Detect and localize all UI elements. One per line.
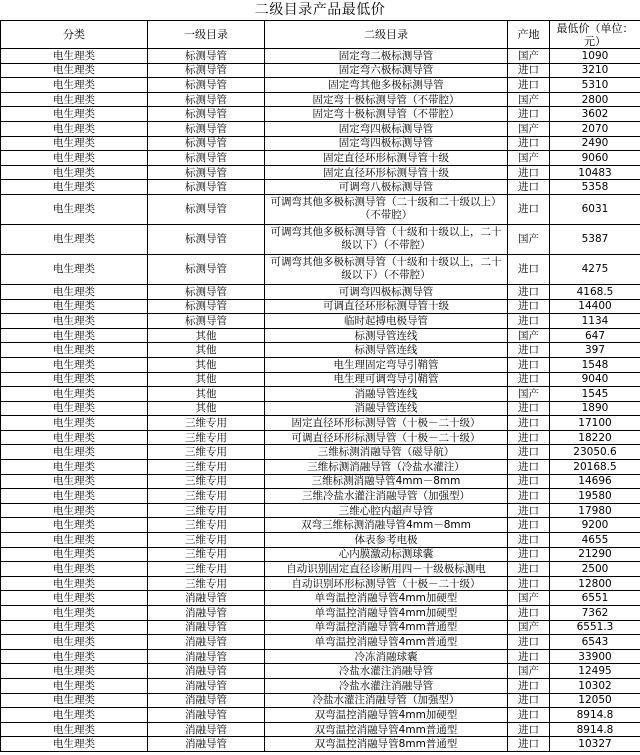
price-cell: 6551 — [550, 591, 640, 606]
origin-cell: 国产 — [508, 151, 550, 166]
level1-cell: 标测导管 — [148, 92, 265, 107]
level1-cell: 标测导管 — [148, 284, 265, 299]
category-cell: 电生理类 — [1, 180, 148, 195]
level1-cell: 其他 — [148, 328, 265, 343]
header-level2: 二级目录 — [265, 21, 508, 49]
table-row — [1, 416, 640, 431]
origin-cell: 进口 — [508, 254, 550, 284]
table-row — [1, 121, 640, 136]
page-title: 二级目录产品最低价 — [254, 2, 386, 18]
price-cell: 10327 — [550, 737, 640, 752]
price-cell: 9060 — [550, 151, 640, 166]
origin-cell: 进口 — [508, 63, 550, 78]
level1-cell: 消融导管 — [148, 620, 265, 635]
header-row — [1, 21, 640, 49]
level1-cell: 三维专用 — [148, 489, 265, 504]
level2-cell: 双弯温控消融导管8mm普通型 — [265, 737, 508, 752]
level1-cell: 标测导管 — [148, 180, 265, 195]
category-cell: 电生理类 — [1, 284, 148, 299]
level1-cell: 消融导管 — [148, 722, 265, 737]
table-row — [1, 401, 640, 416]
table-row — [1, 649, 640, 664]
header-price: 最低价（单位：元） — [550, 21, 640, 49]
price-cell: 14400 — [550, 299, 640, 314]
table-row — [1, 708, 640, 723]
price-cell: 1134 — [550, 314, 640, 329]
price-cell: 5358 — [550, 180, 640, 195]
level1-cell: 标测导管 — [148, 78, 265, 93]
category-cell: 电生理类 — [1, 722, 148, 737]
price-cell: 5387 — [550, 224, 640, 254]
level1-cell: 三维专用 — [148, 547, 265, 562]
table-row — [1, 254, 640, 284]
price-cell: 9040 — [550, 372, 640, 387]
table-row — [1, 576, 640, 591]
origin-cell: 进口 — [508, 635, 550, 650]
level1-cell: 标测导管 — [148, 165, 265, 180]
origin-cell: 进口 — [508, 78, 550, 93]
level2-cell: 三维标测消融导管（冷盐水灌注） — [265, 460, 508, 475]
table-row — [1, 194, 640, 224]
table-row — [1, 445, 640, 460]
level1-cell: 消融导管 — [148, 664, 265, 679]
category-cell: 电生理类 — [1, 503, 148, 518]
level1-cell: 三维专用 — [148, 474, 265, 489]
category-cell: 电生理类 — [1, 562, 148, 577]
level2-cell: 单弯温控消融导管4mm普通型 — [265, 620, 508, 635]
origin-cell: 进口 — [508, 722, 550, 737]
table-row — [1, 518, 640, 533]
category-cell: 电生理类 — [1, 92, 148, 107]
origin-cell: 进口 — [508, 416, 550, 431]
table-row — [1, 92, 640, 107]
table-row — [1, 606, 640, 621]
level2-cell: 标测导管连线 — [265, 328, 508, 343]
price-cell: 2800 — [550, 92, 640, 107]
level2-cell: 固定直径环形标测导管（十极－二十级） — [265, 416, 508, 431]
category-cell: 电生理类 — [1, 649, 148, 664]
category-cell: 电生理类 — [1, 224, 148, 254]
level1-cell: 三维专用 — [148, 518, 265, 533]
category-cell: 电生理类 — [1, 121, 148, 136]
price-cell: 3210 — [550, 63, 640, 78]
category-cell: 电生理类 — [1, 194, 148, 224]
origin-cell: 进口 — [508, 693, 550, 708]
origin-cell: 国产 — [508, 620, 550, 635]
price-cell: 2070 — [550, 121, 640, 136]
origin-cell: 国产 — [508, 591, 550, 606]
price-cell: 1548 — [550, 357, 640, 372]
level1-cell: 三维专用 — [148, 503, 265, 518]
header-category: 分类 — [1, 21, 148, 49]
table-row — [1, 63, 640, 78]
price-cell: 5310 — [550, 78, 640, 93]
level2-cell: 固定弯四极标测导管 — [265, 121, 508, 136]
origin-cell: 进口 — [508, 343, 550, 358]
origin-cell: 进口 — [508, 357, 550, 372]
level1-cell: 其他 — [148, 357, 265, 372]
price-cell: 647 — [550, 328, 640, 343]
level2-cell: 单弯温控消融导管4mm加硬型 — [265, 591, 508, 606]
origin-cell: 国产 — [508, 121, 550, 136]
level2-cell: 固定弯四极标测导管 — [265, 136, 508, 151]
price-cell: 20168.5 — [550, 460, 640, 475]
price-cell: 1090 — [550, 49, 640, 64]
level2-cell: 固定弯十极标测导管（不带腔） — [265, 107, 508, 122]
price-cell: 12050 — [550, 693, 640, 708]
level2-cell: 可调弯其他多极标测导管（十级和十级以上，二十级以下）（不带腔） — [265, 224, 508, 254]
level2-cell: 固定弯其他多极标测导管 — [265, 78, 508, 93]
header-level1: 一级目录 — [148, 21, 265, 49]
level1-cell: 消融导管 — [148, 678, 265, 693]
table-row — [1, 503, 640, 518]
origin-cell: 进口 — [508, 678, 550, 693]
table-row — [1, 284, 640, 299]
category-cell: 电生理类 — [1, 635, 148, 650]
level2-cell: 自动识别固定直径诊断用四－十级极标测电 — [265, 562, 508, 577]
price-cell: 8914.8 — [550, 722, 640, 737]
level1-cell: 标测导管 — [148, 136, 265, 151]
price-cell: 1545 — [550, 387, 640, 402]
level2-cell: 可调直径环形标测导管十级 — [265, 299, 508, 314]
level1-cell: 三维专用 — [148, 576, 265, 591]
level1-cell: 其他 — [148, 343, 265, 358]
level2-cell: 可调直径环形标测导管（十极－二十级） — [265, 430, 508, 445]
level2-cell: 三维心腔内超声导管 — [265, 503, 508, 518]
table-row — [1, 343, 640, 358]
category-cell: 电生理类 — [1, 78, 148, 93]
level2-cell: 自动识别环形标测导管（十极－二十级） — [265, 576, 508, 591]
level1-cell: 标测导管 — [148, 107, 265, 122]
origin-cell: 进口 — [508, 430, 550, 445]
category-cell: 电生理类 — [1, 401, 148, 416]
origin-cell: 进口 — [508, 194, 550, 224]
level1-cell: 消融导管 — [148, 606, 265, 621]
table-row — [1, 562, 640, 577]
level2-cell: 固定弯十极标测导管（不带腔） — [265, 92, 508, 107]
level2-cell: 可调弯四极标测导管 — [265, 284, 508, 299]
level2-cell: 三维标测消融导管4mm－8mm — [265, 474, 508, 489]
level1-cell: 消融导管 — [148, 591, 265, 606]
table-row — [1, 387, 640, 402]
table-row — [1, 49, 640, 64]
price-cell: 18220 — [550, 430, 640, 445]
category-cell: 电生理类 — [1, 328, 148, 343]
table-row — [1, 693, 640, 708]
level2-cell: 固定直径环形标测导管十级 — [265, 165, 508, 180]
level2-cell: 三维冷盐水灌注消融导管（加强型） — [265, 489, 508, 504]
level1-cell: 三维专用 — [148, 416, 265, 431]
table-row — [1, 664, 640, 679]
header-origin: 产地 — [508, 21, 550, 49]
level2-cell: 可调弯八极标测导管 — [265, 180, 508, 195]
price-cell: 1890 — [550, 401, 640, 416]
origin-cell: 进口 — [508, 107, 550, 122]
origin-cell: 进口 — [508, 314, 550, 329]
level1-cell: 其他 — [148, 387, 265, 402]
level2-cell: 单弯温控消融导管4mm普通型 — [265, 635, 508, 650]
price-cell: 14696 — [550, 474, 640, 489]
table-row — [1, 620, 640, 635]
level1-cell: 消融导管 — [148, 693, 265, 708]
origin-cell: 国产 — [508, 224, 550, 254]
level2-cell: 双弯温控消融导管4mm加硬型 — [265, 708, 508, 723]
origin-cell: 进口 — [508, 165, 550, 180]
category-cell: 电生理类 — [1, 254, 148, 284]
price-cell: 12800 — [550, 576, 640, 591]
category-cell: 电生理类 — [1, 165, 148, 180]
origin-cell: 进口 — [508, 136, 550, 151]
origin-cell: 进口 — [508, 445, 550, 460]
table-row — [1, 635, 640, 650]
category-cell: 电生理类 — [1, 445, 148, 460]
level1-cell: 标测导管 — [148, 299, 265, 314]
category-cell: 电生理类 — [1, 49, 148, 64]
table-row — [1, 224, 640, 254]
table-row — [1, 547, 640, 562]
level2-cell: 固定弯二极标测导管 — [265, 49, 508, 64]
category-cell: 电生理类 — [1, 576, 148, 591]
level1-cell: 标测导管 — [148, 151, 265, 166]
origin-cell: 进口 — [508, 576, 550, 591]
category-cell: 电生理类 — [1, 460, 148, 475]
level2-cell: 冷盐水灌注消融导管 — [265, 664, 508, 679]
level1-cell: 标测导管 — [148, 224, 265, 254]
level2-cell: 双弯三维标测消融导管4mm－8mm — [265, 518, 508, 533]
category-cell: 电生理类 — [1, 474, 148, 489]
level2-cell: 单弯温控消融导管4mm加硬型 — [265, 606, 508, 621]
origin-cell: 进口 — [508, 533, 550, 548]
level1-cell: 三维专用 — [148, 430, 265, 445]
table-row — [1, 430, 640, 445]
origin-cell: 国产 — [508, 49, 550, 64]
origin-cell: 进口 — [508, 474, 550, 489]
origin-cell: 进口 — [508, 460, 550, 475]
price-cell: 17100 — [550, 416, 640, 431]
price-cell: 8914.8 — [550, 708, 640, 723]
price-cell: 6543 — [550, 635, 640, 650]
level2-cell: 标测导管连线 — [265, 343, 508, 358]
category-cell: 电生理类 — [1, 314, 148, 329]
origin-cell: 进口 — [508, 401, 550, 416]
table-row — [1, 489, 640, 504]
level1-cell: 标测导管 — [148, 49, 265, 64]
table-row — [1, 722, 640, 737]
price-cell: 21290 — [550, 547, 640, 562]
table-body — [1, 49, 640, 752]
level1-cell: 标测导管 — [148, 254, 265, 284]
category-cell: 电生理类 — [1, 357, 148, 372]
table-row — [1, 328, 640, 343]
level2-cell: 三维标测消融导管（磁导航） — [265, 445, 508, 460]
origin-cell: 进口 — [508, 649, 550, 664]
category-cell: 电生理类 — [1, 533, 148, 548]
table-row — [1, 591, 640, 606]
category-cell: 电生理类 — [1, 606, 148, 621]
table-row — [1, 180, 640, 195]
origin-cell: 进口 — [508, 489, 550, 504]
origin-cell: 进口 — [508, 562, 550, 577]
origin-cell: 进口 — [508, 372, 550, 387]
price-cell: 19580 — [550, 489, 640, 504]
category-cell: 电生理类 — [1, 518, 148, 533]
level1-cell: 消融导管 — [148, 708, 265, 723]
level1-cell: 标测导管 — [148, 121, 265, 136]
price-cell: 10302 — [550, 678, 640, 693]
level1-cell: 三维专用 — [148, 445, 265, 460]
category-cell: 电生理类 — [1, 620, 148, 635]
price-cell: 4655 — [550, 533, 640, 548]
origin-cell: 进口 — [508, 299, 550, 314]
level2-cell: 可调弯其他多极标测导管（二十级和二十级以上）（不带腔） — [265, 194, 508, 224]
price-cell: 3602 — [550, 107, 640, 122]
level2-cell: 临时起搏电极导管 — [265, 314, 508, 329]
price-cell: 4168.5 — [550, 284, 640, 299]
category-cell: 电生理类 — [1, 63, 148, 78]
category-cell: 电生理类 — [1, 372, 148, 387]
origin-cell: 进口 — [508, 284, 550, 299]
level2-cell: 消融导管连线 — [265, 401, 508, 416]
level1-cell: 三维专用 — [148, 533, 265, 548]
level1-cell: 三维专用 — [148, 562, 265, 577]
level1-cell: 消融导管 — [148, 737, 265, 752]
category-cell: 电生理类 — [1, 693, 148, 708]
table-row — [1, 533, 640, 548]
price-cell: 397 — [550, 343, 640, 358]
level2-cell: 固定弯六极标测导管 — [265, 63, 508, 78]
level2-cell: 双弯温控消融导管4mm普通型 — [265, 722, 508, 737]
level1-cell: 标测导管 — [148, 63, 265, 78]
level1-cell: 其他 — [148, 372, 265, 387]
origin-cell: 进口 — [508, 518, 550, 533]
price-cell: 33900 — [550, 649, 640, 664]
level2-cell: 冷冻消融球囊 — [265, 649, 508, 664]
level2-cell: 电生理固定弯导引鞘管 — [265, 357, 508, 372]
price-cell: 6031 — [550, 194, 640, 224]
level1-cell: 三维专用 — [148, 460, 265, 475]
table-row — [1, 107, 640, 122]
price-cell: 2500 — [550, 562, 640, 577]
origin-cell: 国产 — [508, 387, 550, 402]
category-cell: 电生理类 — [1, 151, 148, 166]
table-row — [1, 357, 640, 372]
level2-cell: 冷盐水灌注消融导管（加强型） — [265, 693, 508, 708]
category-cell: 电生理类 — [1, 343, 148, 358]
origin-cell: 国产 — [508, 92, 550, 107]
price-cell: 12495 — [550, 664, 640, 679]
origin-cell: 进口 — [508, 503, 550, 518]
origin-cell: 进口 — [508, 180, 550, 195]
origin-cell: 进口 — [508, 708, 550, 723]
level2-cell: 冷盐水灌注消融导管 — [265, 678, 508, 693]
table-row — [1, 299, 640, 314]
table-row — [1, 460, 640, 475]
price-cell: 6551.3 — [550, 620, 640, 635]
table-row — [1, 678, 640, 693]
price-cell: 10483 — [550, 165, 640, 180]
category-cell: 电生理类 — [1, 136, 148, 151]
price-cell: 4275 — [550, 254, 640, 284]
table-row — [1, 737, 640, 752]
category-cell: 电生理类 — [1, 547, 148, 562]
level2-cell: 心内膜激动标测球囊 — [265, 547, 508, 562]
category-cell: 电生理类 — [1, 416, 148, 431]
table-row — [1, 372, 640, 387]
category-cell: 电生理类 — [1, 678, 148, 693]
table-row — [1, 314, 640, 329]
origin-cell: 进口 — [508, 737, 550, 752]
category-cell: 电生理类 — [1, 430, 148, 445]
price-cell: 9200 — [550, 518, 640, 533]
origin-cell: 国产 — [508, 664, 550, 679]
category-cell: 电生理类 — [1, 591, 148, 606]
level1-cell: 标测导管 — [148, 194, 265, 224]
price-table — [0, 20, 640, 752]
level1-cell: 其他 — [148, 401, 265, 416]
table-row — [1, 474, 640, 489]
category-cell: 电生理类 — [1, 107, 148, 122]
origin-cell: 进口 — [508, 547, 550, 562]
level1-cell: 消融导管 — [148, 649, 265, 664]
category-cell: 电生理类 — [1, 737, 148, 752]
level2-cell: 电生理可调弯导引鞘管 — [265, 372, 508, 387]
category-cell: 电生理类 — [1, 489, 148, 504]
origin-cell: 进口 — [508, 606, 550, 621]
category-cell: 电生理类 — [1, 708, 148, 723]
price-cell: 7362 — [550, 606, 640, 621]
level2-cell: 固定直径环形标测导管十级 — [265, 151, 508, 166]
price-cell: 2490 — [550, 136, 640, 151]
price-cell: 23050.6 — [550, 445, 640, 460]
level2-cell: 体表参考电极 — [265, 533, 508, 548]
category-cell: 电生理类 — [1, 299, 148, 314]
origin-cell: 国产 — [508, 328, 550, 343]
category-cell: 电生理类 — [1, 664, 148, 679]
level2-cell: 可调弯其他多极标测导管（十级和十级以上，二十级以下）（不带腔） — [265, 254, 508, 284]
price-cell: 17980 — [550, 503, 640, 518]
category-cell: 电生理类 — [1, 387, 148, 402]
table-row — [1, 151, 640, 166]
table-row — [1, 165, 640, 180]
table-row — [1, 136, 640, 151]
table-row — [1, 78, 640, 93]
level1-cell: 标测导管 — [148, 314, 265, 329]
level1-cell: 消融导管 — [148, 635, 265, 650]
level2-cell: 消融导管连线 — [265, 387, 508, 402]
